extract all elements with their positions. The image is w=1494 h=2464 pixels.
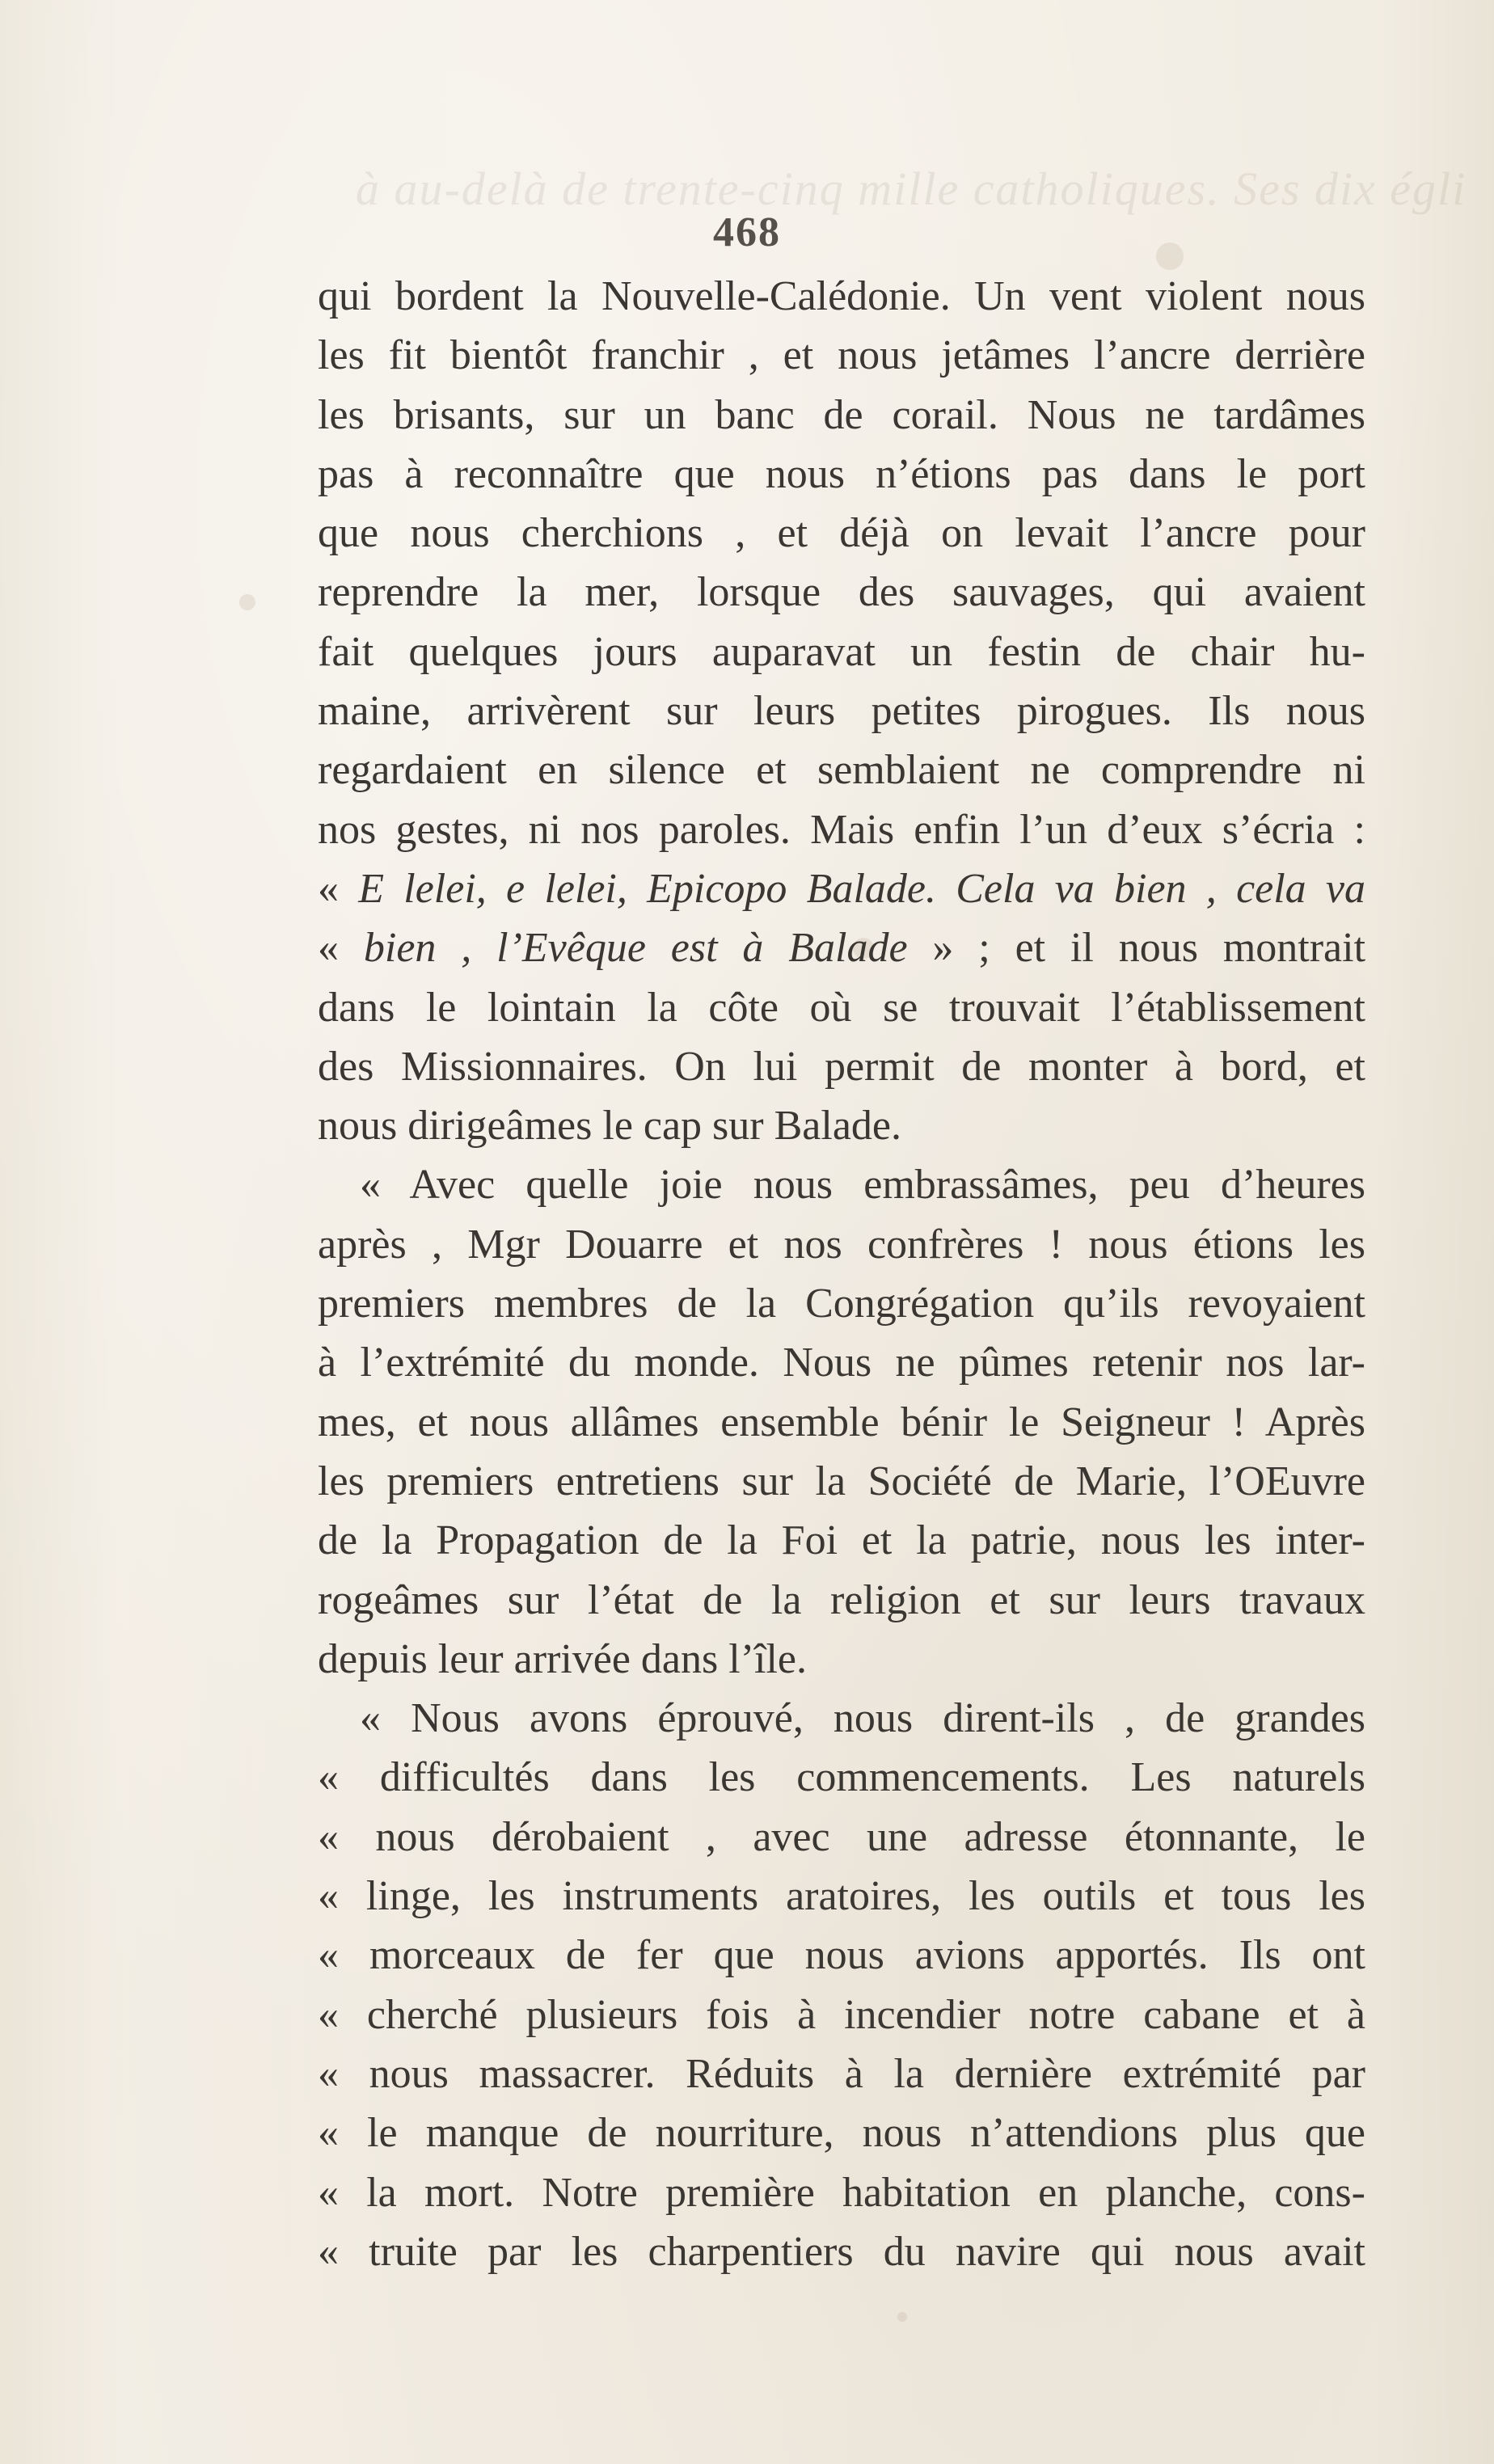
text-line: après , Mgr Douarre et nos confrères ! nous étions les <box>318 1221 1365 1268</box>
text-line: « la mort. Notre première habitation en planche, cons- <box>318 2169 1365 2216</box>
quote-mark: « <box>318 865 359 912</box>
text-line: des Missionnaires. On lui permit de monter à bord, et <box>318 1043 1365 1090</box>
quote-mark: « <box>318 925 364 972</box>
text-line: « truite par les charpentiers du navire qui nous avait <box>318 2228 1365 2275</box>
italic-quotation: bien , l’Evêque est à Balade <box>363 925 908 972</box>
text-line: que nous cherchions , et déjà on levait l’ancre pour <box>318 510 1365 557</box>
body-text <box>318 267 1365 2281</box>
text-line: mes, et nous allâmes ensemble bénir le Seigneur ! Après <box>318 1399 1365 1445</box>
bleed-through-text: à au-delà de trente-cinq mille catholiques. Ses dix égli <box>356 162 1467 215</box>
text-line: dans le lointain la côte où se trouvait l’établissement <box>318 984 1365 1031</box>
text-line: fait quelques jours auparavat un festin de chair hu- <box>318 628 1365 675</box>
text-line: maine, arrivèrent sur leurs petites pirogues. Ils nous <box>318 688 1365 735</box>
text-line: reprendre la mer, lorsque des sauvages, qui avaient <box>318 569 1365 616</box>
text-line: « le manque de nourriture, nous n’attendions plus que <box>318 2110 1365 2157</box>
line-suffix: » ; et il nous montrait <box>907 925 1365 972</box>
text-line: nous dirigeâmes le cap sur Balade. <box>318 1103 901 1150</box>
text-line <box>318 918 1365 977</box>
text-line <box>318 859 1365 918</box>
text-line: de la Propagation de la Foi et la patrie, nous les inter- <box>318 1517 1365 1564</box>
text-line: « Nous avons éprouvé, nous dirent-ils , de grandes <box>360 1695 1365 1742</box>
text-line: les premiers entretiens sur la Société de Marie, l’OEuvre <box>318 1458 1365 1504</box>
page-number: 468 <box>713 209 781 255</box>
text-line: pas à reconnaître que nous n’étions pas dans le port <box>318 450 1365 497</box>
italic-quotation: E lelei, e lelei, Epicopo Balade. Cela va bien , cela va <box>358 865 1365 912</box>
text-line: « linge, les instruments aratoires, les outils et tous les <box>318 1873 1365 1920</box>
text-line: « difficultés dans les commencements. Les naturels <box>318 1754 1365 1801</box>
text-line: « cherché plusieurs fois à incendier notre cabane et à <box>318 1991 1365 2038</box>
text-line: premiers membres de la Congrégation qu’ils revoyaient <box>318 1281 1365 1327</box>
text-line: « nous dérobaient , avec une adresse étonnante, le <box>318 1813 1365 1860</box>
text-line: à l’extrémité du monde. Nous ne pûmes retenir nos lar- <box>318 1340 1365 1386</box>
text-line: rogeâmes sur l’état de la religion et sur leurs travaux <box>318 1576 1365 1623</box>
text-line: « morceaux de fer que nous avions apportés. Ils ont <box>318 1932 1365 1979</box>
text-line: regardaient en silence et semblaient ne comprendre ni <box>318 747 1365 794</box>
text-line: les brisants, sur un banc de corail. Nous ne tardâmes <box>318 391 1365 438</box>
text-line: « Avec quelle joie nous embrassâmes, peu d’heures <box>360 1162 1365 1209</box>
text-line: « nous massacrer. Réduits à la dernière extrémité par <box>318 2050 1365 2097</box>
text-line: qui bordent la Nouvelle-Calédonie. Un vent violent nous <box>318 273 1365 319</box>
paper-stain <box>897 2312 907 2322</box>
paper-stain <box>239 594 255 610</box>
text-line: les fit bientôt franchir , et nous jetâmes l’ancre derrière <box>318 332 1365 379</box>
text-line: nos gestes, ni nos paroles. Mais enfin l’un d’eux s’écria : <box>318 806 1365 853</box>
text-line: depuis leur arrivée dans l’île. <box>318 1635 807 1682</box>
